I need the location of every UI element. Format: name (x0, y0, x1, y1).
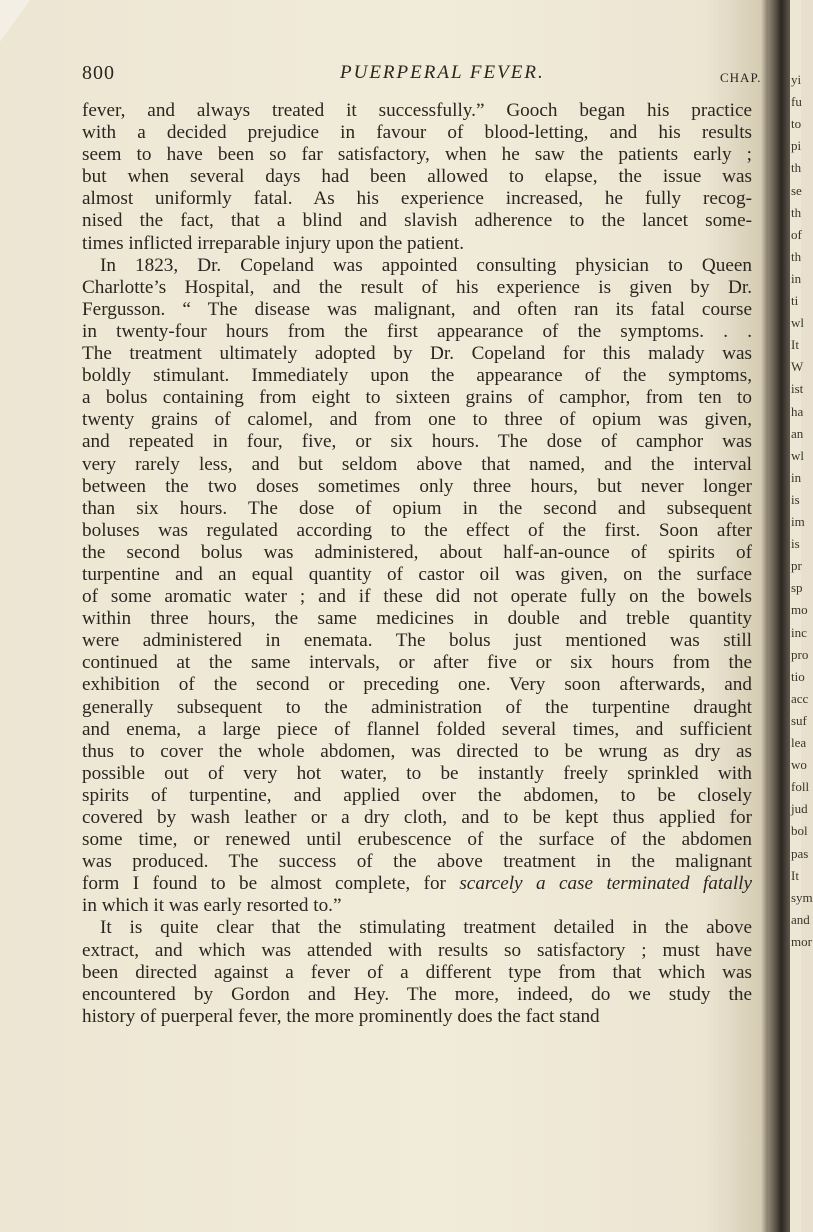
text-line-content: encountered by Gordon and Hey. The more, indeed, do we study the (82, 983, 752, 1005)
text-line-content: some time, or renewed until erubescence of the surface of the abdomen (82, 829, 752, 851)
text-line (82, 763, 752, 785)
adjacent-page-fragment: It (791, 867, 799, 883)
page-corner-fold (0, 0, 30, 42)
text-line-content: covered by wash leather or a dry cloth, and to be kept thus applied for (82, 807, 752, 828)
text-line (82, 962, 752, 984)
text-line (82, 940, 752, 962)
text-line (82, 166, 752, 188)
adjacent-page-fragment: lea (791, 735, 807, 750)
adjacent-page-fragment: bol (791, 823, 808, 839)
adjacent-page-fragment: It (791, 337, 799, 353)
text-line-content: but when several days had been allowed to elapse, the issue was (82, 166, 752, 188)
text-line (82, 652, 752, 674)
text-line (82, 851, 752, 873)
adjacent-page-fragment: and (791, 911, 810, 927)
adjacent-page-fragment: se (791, 182, 802, 198)
text-line-content: thus to cover the whole abdomen, was directed to be wrung as dry as (82, 740, 752, 762)
adjacent-page-fragment: acc (791, 690, 809, 706)
adjacent-page-fragment: th (791, 160, 802, 176)
adjacent-page-fragment: in (791, 270, 802, 286)
adjacent-page-fragment: yi (791, 72, 802, 87)
text-line-content: twenty grains of calomel, and from one to three of opium was given, (82, 409, 752, 431)
page-number: 800 (82, 62, 115, 84)
text-line-content: seem to have been so far satisfactory, when he saw the patients early ; (82, 144, 752, 166)
text-line-content: history of puerperal fever, the more prominently does the fact stand (82, 1005, 600, 1027)
adjacent-page-fragment: W (791, 359, 804, 375)
adjacent-page-fragment: pro (791, 646, 809, 662)
text-line-content: boldly stimulant. Immediately upon the appearance of the symptoms, (82, 365, 752, 387)
adjacent-page-fragment: is (791, 536, 800, 552)
adjacent-page-fragment: suf (791, 712, 807, 728)
text-line-content: were administered in enemata. The bolus just mentioned was still (82, 630, 752, 652)
adjacent-page-fragment: foll (791, 779, 810, 795)
text-line-content: almost uniformly fatal. As his experience increased, he fully recog- (82, 188, 752, 210)
text-line (82, 873, 752, 895)
running-title: PUERPERAL FEVER. (340, 62, 545, 83)
text-line (82, 829, 752, 851)
text-line-content: Charlotte’s Hospital, and the result of his experience is given by Dr. (82, 276, 752, 298)
adjacent-page-fragment: to (791, 116, 802, 132)
text-line (82, 564, 752, 586)
page-header (82, 62, 762, 92)
adjacent-page-edge (790, 0, 813, 1232)
text-line (82, 917, 752, 939)
text-line-content: times inflicted irreparable injury upon the patient. (82, 232, 465, 254)
text-line (82, 100, 752, 122)
body-text (82, 100, 752, 1028)
text-line-content: The treatment ultimately adopted by Dr. Copeland for this malady was (82, 343, 752, 365)
adjacent-page-fragment: wo (791, 757, 807, 773)
text-line-content: and repeated in four, five, or six hours. The dose of camphor was (82, 431, 752, 453)
italic-emphasis: scarcely a case terminated fatally (459, 873, 752, 895)
text-line-content: in twenty-four hours from the first appearance of the symptoms. . . (82, 320, 752, 342)
text-line (82, 586, 752, 608)
text-line (82, 122, 752, 144)
adjacent-page-fragment: pr (791, 558, 802, 574)
text-line (82, 785, 752, 807)
text-line-content: Fergusson. “ The disease was malignant, and often ran its fatal course (82, 298, 752, 320)
text-line-content: with a decided prejudice in favour of blood-letting, and his results (82, 122, 752, 144)
adjacent-page-fragment: sp (791, 580, 803, 596)
text-line-content: and enema, a large piece of flannel folded several times, and sufficient (82, 718, 752, 740)
adjacent-page-fragment: fu (791, 94, 802, 110)
text-line-content: between the two doses sometimes only three hours, but never longer (82, 475, 752, 497)
text-line (82, 365, 752, 387)
text-line (82, 431, 752, 453)
text-line (82, 807, 752, 829)
text-line (82, 1006, 752, 1028)
text-line (82, 321, 752, 343)
text-line-content: within three hours, the same medicines in double and treble quantity (82, 608, 752, 630)
text-line-content: spirits of turpentine, and applied over the abdomen, to be closely (82, 784, 752, 806)
text-line (82, 895, 752, 917)
text-line-content: In 1823, Dr. Copeland was appointed consulting physician to Queen (100, 254, 752, 276)
text-line (82, 409, 752, 431)
adjacent-page-fragment: tio (791, 668, 805, 684)
text-line (82, 697, 752, 719)
text-line-content: exhibition of the second or preceding one. Very soon afterwards, and (82, 674, 752, 696)
text-line (82, 188, 752, 210)
text-line-content: generally subsequent to the administration of the turpentine draught (82, 696, 752, 718)
adjacent-page-fragment: ha (791, 403, 804, 419)
text-line-content: continued at the same intervals, or after five or six hours from the (82, 652, 752, 674)
adjacent-page-fragment: th (791, 248, 802, 264)
text-line-content: been directed against a fever of a different type from that which was (82, 961, 752, 983)
text-line-content: the second bolus was administered, about half-an-ounce of spirits of (82, 541, 752, 563)
text-line (82, 387, 752, 409)
text-line (82, 984, 752, 1006)
adjacent-page-fragment: th (791, 204, 802, 220)
text-line (82, 498, 752, 520)
text-line-content: possible out of very hot water, to be instantly freely sprinkled with (82, 762, 752, 784)
text-line-content: turpentine and an equal quantity of castor oil was given, on the surface (82, 563, 752, 585)
adjacent-page-fragment: pas (791, 845, 809, 861)
text-line-content: form I found to be almost complete, for (82, 873, 460, 895)
text-line-content: boluses was regulated according to the effect of the first. Soon after (82, 519, 752, 541)
text-line (82, 542, 752, 564)
text-line (82, 343, 752, 365)
text-line-content: of some aromatic water ; and if these did not operate fully on the bowels (82, 586, 752, 608)
adjacent-page-fragment: sym (791, 889, 813, 905)
text-line (82, 299, 752, 321)
adjacent-page-fragment: wl (791, 447, 804, 463)
text-line (82, 476, 752, 498)
adjacent-page-fragment: jud (791, 801, 808, 817)
text-line (82, 520, 752, 542)
text-line-content: a bolus containing from eight to sixteen grains of camphor, from ten to (82, 387, 752, 409)
adjacent-page-fragment: is (791, 491, 800, 507)
text-line (82, 454, 752, 476)
text-line (82, 674, 752, 696)
adjacent-page-fragment: inc (791, 624, 807, 640)
adjacent-page-fragment: im (791, 514, 805, 529)
text-line-content: in which it was early resorted to.” (82, 895, 342, 917)
adjacent-page-fragment: ti (791, 293, 799, 308)
chapter-label: CHAP. (720, 70, 762, 85)
adjacent-page-fragment: of (791, 226, 802, 242)
adjacent-page-fragment: wl (791, 315, 804, 331)
adjacent-page-fragment: mo (791, 602, 808, 618)
text-line-content: fever, and always treated it successfully.” Gooch began his practice (82, 100, 752, 121)
text-line-content: was produced. The success of the above treatment in the malignant (82, 851, 752, 873)
adjacent-page-fragment: an (791, 425, 804, 441)
text-line-content: than six hours. The dose of opium in the second and subsequent (82, 497, 752, 519)
adjacent-page-fragment: ist (791, 381, 804, 397)
text-line (82, 255, 752, 277)
text-line (82, 741, 752, 763)
text-line (82, 233, 752, 255)
text-line (82, 144, 752, 166)
page-gutter-shadow (768, 0, 790, 1232)
adjacent-page-fragment: pi (791, 138, 802, 154)
text-line-content: nised the fact, that a blind and slavish adherence to the lancet some- (82, 210, 752, 232)
adjacent-page-fragment: mor (791, 933, 812, 949)
text-line-content: extract, and which was attended with results so satisfactory ; must have (82, 939, 752, 961)
adjacent-page-fragment: in (791, 469, 802, 485)
text-line-content: It is quite clear that the stimulating treatment detailed in the above (100, 917, 752, 939)
text-line (82, 630, 752, 652)
text-line (82, 608, 752, 630)
text-line (82, 719, 752, 741)
text-line (82, 277, 752, 299)
text-line (82, 210, 752, 232)
text-line-content: very rarely less, and but seldom above that named, and the interval (82, 453, 752, 475)
